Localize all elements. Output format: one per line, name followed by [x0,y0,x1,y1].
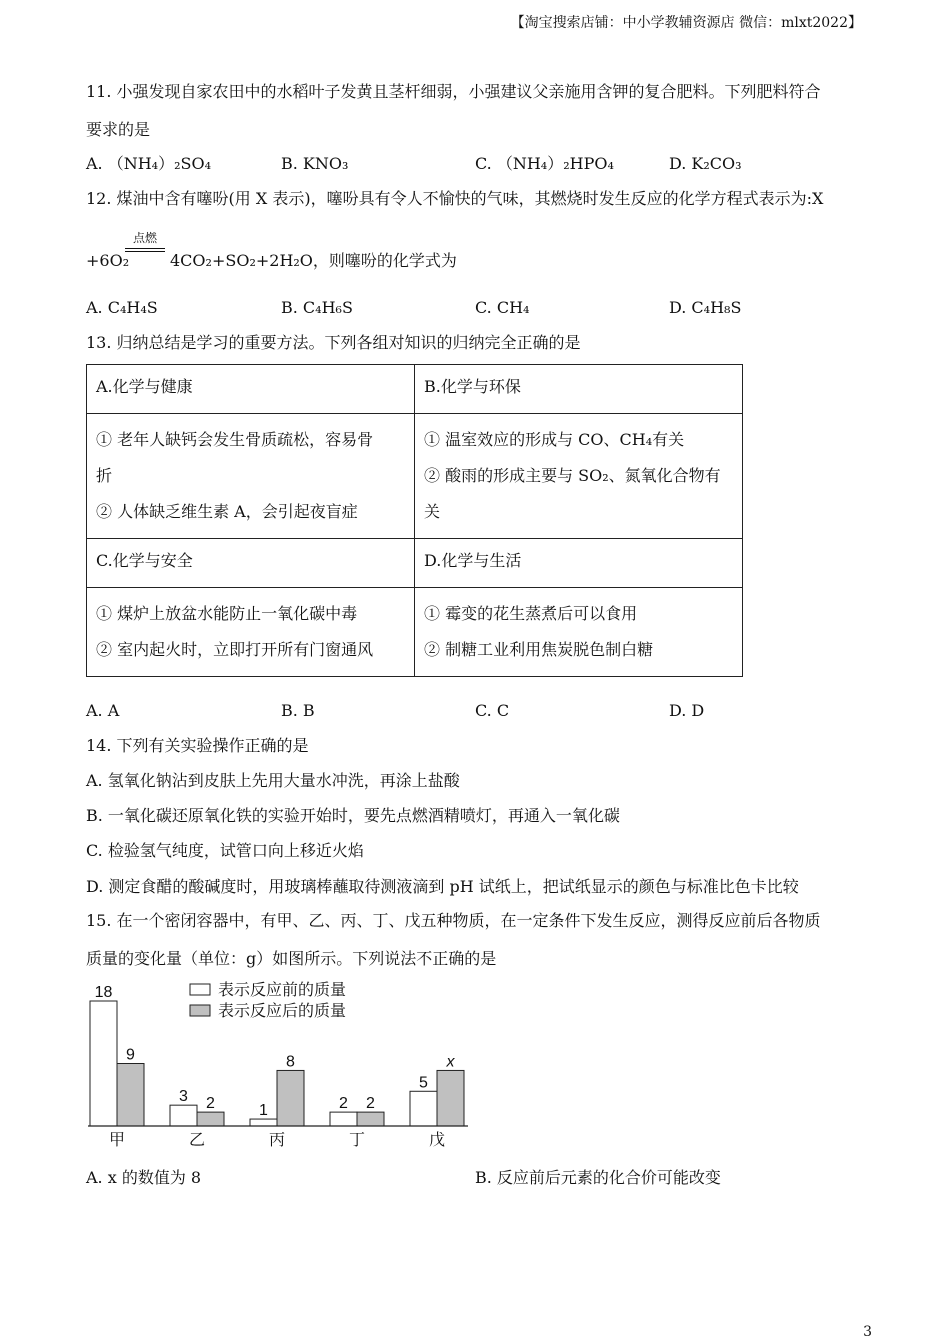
table-cell-d-head: D.化学与生活 [415,539,743,588]
table-item: 折 [96,466,113,485]
category-label: 甲 [108,1132,126,1149]
table-cell-c-body [87,588,415,677]
table-cell-b-body [415,414,743,539]
category-label: 戊 [428,1132,446,1149]
q12-option-c[interactable]: C. CH₄ [475,298,530,317]
page-number: 3 [863,1324,872,1340]
mass-bar-chart [80,975,480,1155]
bar-before [170,1105,197,1126]
q11-option-d[interactable]: D. K₂CO₃ [669,154,742,173]
q14-option-c[interactable]: C. 检验氢气纯度，试管口向上移近火焰 [86,841,364,860]
q15-option-a[interactable]: A. x 的数值为 8 [86,1168,202,1187]
table-item: ② 人体缺乏维生素 A，会引起夜盲症 [96,502,358,521]
knowledge-table [86,364,743,677]
q12-equation-left: +6O₂ [86,251,130,270]
table-cell-b-head: B.化学与环保 [415,365,743,414]
table-cell-c-head: C.化学与安全 [87,539,415,588]
bar-after [357,1112,384,1126]
category-label: 乙 [188,1132,206,1149]
table-item: 关 [424,502,441,521]
q13-option-c[interactable]: C. C [475,701,510,720]
bar-after [197,1112,224,1126]
q12-equation-right: 4CO₂+SO₂+2H₂O，则噻吩的化学式为 [170,251,457,270]
chart-legend [190,980,346,1020]
q14-stem: 14. 下列有关实验操作正确的是 [86,736,309,755]
legend-label-after: 表示反应后的质量 [218,1003,347,1020]
q11-stem-line1: 11. 小强发现自家农田中的水稻叶子发黄且茎杆细弱，小强建议父亲施用含钾的复合肥料。下列肥料符合 [86,82,821,101]
table-item: ② 酸雨的形成主要与 SO₂、氮氧化合物有 [424,466,721,485]
data-label: x [446,1053,455,1071]
q15-stem-line2: 质量的变化量（单位：g）如图所示。下列说法不正确的是 [86,949,497,968]
data-label: 8 [286,1053,295,1071]
q13-option-b[interactable]: B. B [281,701,315,720]
q11-stem-line2: 要求的是 [86,120,151,139]
bar-after [117,1064,144,1127]
table-item: ① 老年人缺钙会发生骨质疏松，容易骨 [96,430,374,449]
data-label: 2 [366,1095,375,1113]
legend-swatch-after [190,1005,210,1016]
data-label: 1 [259,1102,268,1120]
bar-before [250,1119,277,1126]
data-label: 3 [179,1088,188,1106]
q11-option-a[interactable]: A. （NH₄）₂SO₄ [86,154,212,173]
equation-sign-line [125,248,165,249]
table-cell-a-head: A.化学与健康 [87,365,415,414]
bar-before [410,1091,437,1126]
reaction-condition-label: 点燃 [132,231,157,245]
q12-stem-line1: 12. 煤油中含有噻吩(用 X 表示)，噻吩具有令人不愉快的气味，其燃烧时发生反应的化学方程式表示为:X [86,189,824,208]
data-label: 18 [94,984,113,1001]
category-label: 丁 [348,1132,366,1149]
q11-option-c[interactable]: C. （NH₄）₂HPO₄ [475,154,614,173]
equation-sign-line [125,251,165,252]
q13-stem: 13. 归纳总结是学习的重要方法。下列各组对知识的归纳完全正确的是 [86,333,581,352]
bar-after [277,1070,304,1126]
q12-option-d[interactable]: D. C₄H₈S [669,298,742,317]
q12-option-b[interactable]: B. C₄H₆S [281,298,353,317]
table-item: ② 制糖工业利用焦炭脱色制白糖 [424,640,654,659]
q13-option-d[interactable]: D. D [669,701,705,720]
category-label: 丙 [268,1132,286,1149]
page-header: 【淘宝搜索店铺：中小学教辅资源店 微信：mlxt2022】 [510,15,862,31]
table-item: ① 温室效应的形成与 CO、CH₄有关 [424,430,685,449]
table-cell-a-body [87,414,415,539]
reaction-condition [125,231,165,252]
legend-label-before: 表示反应前的质量 [218,982,347,999]
data-label: 2 [339,1095,348,1113]
q15-option-b[interactable]: B. 反应前后元素的化合价可能改变 [475,1168,721,1187]
data-label: 2 [206,1095,215,1113]
data-label: 9 [126,1046,135,1064]
q15-stem-line1: 15. 在一个密闭容器中，有甲、乙、丙、丁、戊五种物质，在一定条件下发生反应，测得反应前后各物质 [86,911,821,930]
bar-after [437,1070,464,1126]
table-cell-d-body [415,588,743,677]
legend-swatch-before [190,984,210,995]
data-label: 5 [419,1074,428,1092]
q14-option-b[interactable]: B. 一氧化碳还原氧化铁的实验开始时，要先点燃酒精喷灯，再通入一氧化碳 [86,806,620,825]
table-item: ① 煤炉上放盆水能防止一氧化碳中毒 [96,604,358,623]
q12-option-a[interactable]: A. C₄H₄S [86,298,158,317]
q14-option-a[interactable]: A. 氢氧化钠沾到皮肤上先用大量水冲洗，再涂上盐酸 [86,771,460,790]
table-item: ② 室内起火时，立即打开所有门窗通风 [96,640,374,659]
table-item: ① 霉变的花生蒸煮后可以食用 [424,604,638,623]
q14-option-d[interactable]: D. 测定食醋的酸碱度时，用玻璃棒蘸取待测液滴到 pH 试纸上，把试纸显示的颜色与标准比色卡比较 [86,877,799,896]
bar-before [90,1001,117,1126]
q11-option-b[interactable]: B. KNO₃ [281,154,349,173]
bar-before [330,1112,357,1126]
q13-option-a[interactable]: A. A [86,701,120,720]
